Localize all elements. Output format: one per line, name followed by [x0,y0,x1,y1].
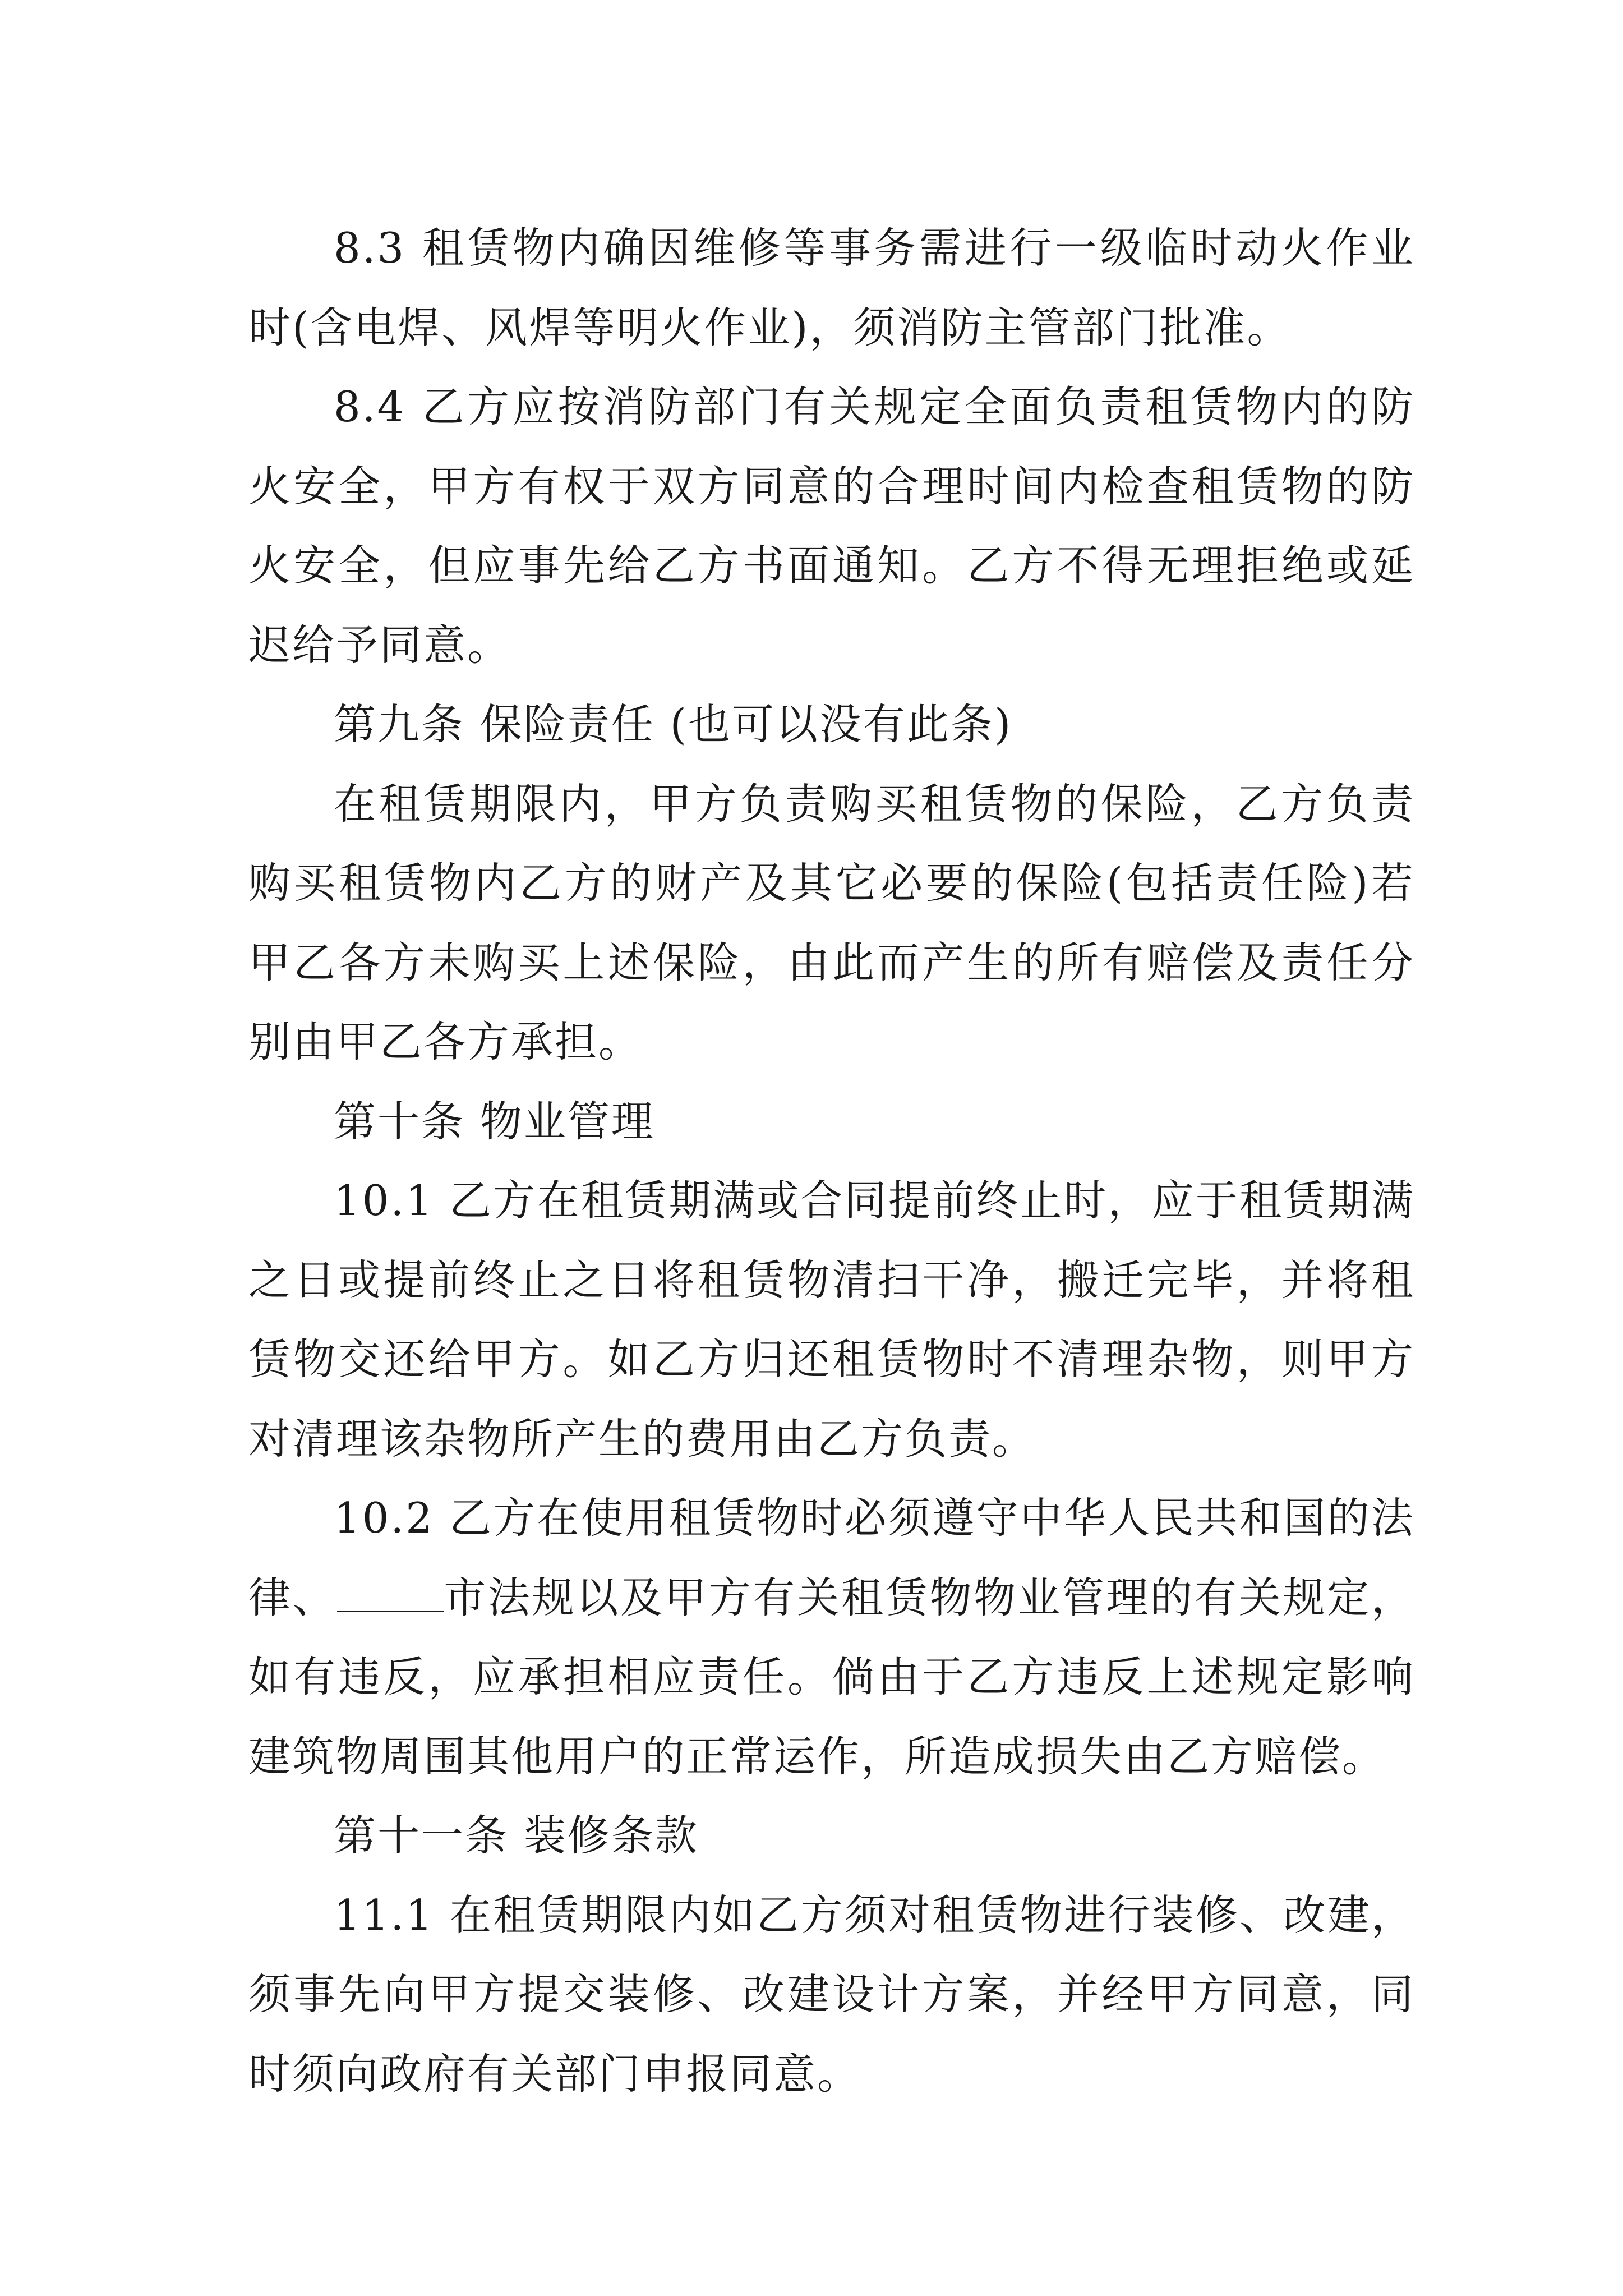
article-9-body: 在租赁期限内，甲方负责购买租赁物的保险，乙方负责购买租赁物内乙方的财产及其它必要的保险(包括责任险)若甲乙各方未购买上述保险，由此而产生的所有赔偿及责任分别由甲乙各方承担。 [248,779,1415,1066]
clause-10-2-part-2: 市法规以及甲方有关租赁物物业管理的有关规定，如有违反，应承担相应责任。倘由于乙方违反上述规定影响建筑物周围其他用户的正常运作，所造成损失由乙方赔偿。 [248,1572,1415,1781]
clause-11-1: 11.1 在租赁期限内如乙方须对租赁物进行装修、改建，须事先向甲方提交装修、改建设计方案，并经甲方同意，同时须向政府有关部门申报同意。 [248,1890,1415,2099]
clause-8-4: 8.4 乙方应按消防部门有关规定全面负责租赁物内的防火安全，甲方有权于双方同意的合理时间内检查租赁物的防火安全，但应事先给乙方书面通知。乙方不得无理拒绝或延迟给予同意。 [248,382,1415,670]
blank-fill-line [337,1577,444,1612]
clause-10-2 [248,1479,1415,1796]
article-10-heading: 第十条 物业管理 [334,1096,655,1146]
article-9-heading: 第九条 保险责任 (也可以没有此条) [334,700,1013,749]
article-11-heading: 第十一条 装修条款 [334,1811,699,1860]
document-body [248,209,1415,2114]
clause-10-2-part-1: 10.2 乙方在使用租赁物时必须遵守中华人民共和国的法律、 [248,1493,1415,1622]
clause-10-1: 10.1 乙方在租赁期满或合同提前终止时，应于租赁期满之日或提前终止之日将租赁物清扫干净，搬迁完毕，并将租赁物交还给甲方。如乙方归还租赁物时不清理杂物，则甲方对清理该杂物所产生的费用由乙方负责。 [248,1176,1415,1464]
clause-8-3: 8.3 租赁物内确因维修等事务需进行一级临时动火作业时(含电焊、风焊等明火作业)，须消防主管部门批准。 [248,223,1415,352]
